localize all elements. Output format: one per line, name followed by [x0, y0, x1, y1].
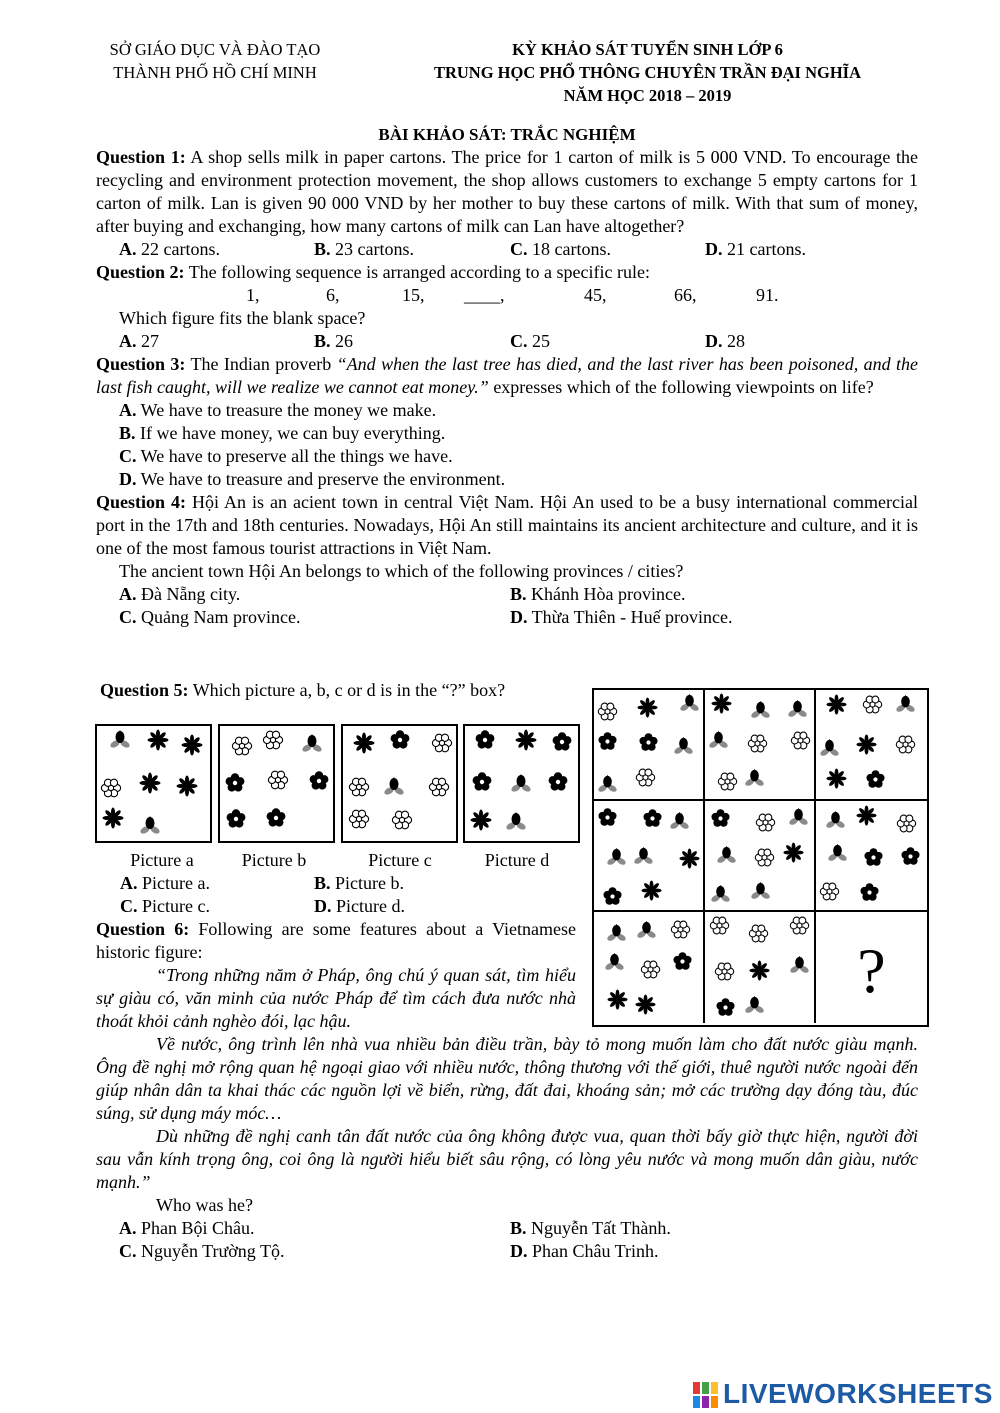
flower-icon [108, 728, 132, 758]
main-content [96, 123, 918, 629]
option-text: We have to preserve all the things we have. [136, 446, 453, 466]
flower-icon [101, 806, 125, 836]
flower-icon [605, 922, 628, 951]
option-letter: C. [120, 896, 138, 916]
option-text: 26 [330, 331, 354, 351]
flower-icon [895, 812, 918, 841]
picture-b-label: Picture b [241, 850, 307, 870]
flower-icon [352, 731, 376, 761]
option-letter: C. [510, 239, 528, 259]
flower-icon [708, 914, 731, 943]
sequence-term: 1, [246, 285, 260, 305]
question-1-label: Question 1: [96, 147, 186, 167]
question-5-option-d[interactable] [314, 895, 405, 918]
option-letter: A. [119, 1218, 137, 1238]
flower-icon [787, 806, 810, 835]
flower-icon [175, 774, 199, 804]
option-letter: D. [705, 239, 723, 259]
option-letter: D. [510, 607, 528, 627]
flower-icon [709, 883, 732, 912]
flower-icon [818, 737, 841, 766]
flower-icon [347, 775, 371, 805]
header-department [70, 38, 360, 84]
header-department-line1: SỞ GIÁO DỤC VÀ ĐÀO TẠO [109, 40, 321, 59]
flower-icon [894, 733, 917, 762]
flower-icon [786, 698, 809, 727]
liveworksheets-brand: LIVEWORKSHEETS [723, 1378, 993, 1409]
flower-icon [678, 847, 701, 876]
option-letter: D. [119, 469, 137, 489]
question-6-option-a[interactable] [119, 1217, 255, 1240]
question-6-text: Following are some features about a Vietnamese historic figure: [96, 919, 576, 962]
flower-icon [715, 844, 738, 873]
flower-icon [300, 732, 324, 762]
option-text: Picture c. [137, 896, 210, 916]
question-5-label: Question 5: [100, 680, 189, 700]
flower-icon [826, 842, 849, 871]
option-text: Picture a. [137, 873, 210, 893]
flower-icon [714, 996, 737, 1025]
flower-icon [601, 885, 624, 914]
flower-icon [605, 846, 628, 875]
option-letter: C. [119, 607, 137, 627]
flower-icon [825, 693, 848, 722]
flower-icon [713, 960, 736, 989]
flower-icon [596, 773, 619, 802]
flower-icon [470, 770, 494, 800]
flower-icon [743, 767, 766, 796]
question-6-prompt: Who was he? [156, 1195, 253, 1215]
question-4-options-row1 [96, 583, 918, 606]
flower-icon [899, 845, 922, 874]
flower-icon [641, 807, 664, 836]
flower-icon [716, 770, 739, 799]
question-1 [96, 146, 918, 238]
flower-icon [640, 879, 663, 908]
flower-icon [606, 988, 629, 1017]
sequence-term: 91. [756, 285, 779, 305]
option-text: Quảng Nam province. [136, 607, 301, 627]
flower-icon [509, 772, 533, 802]
question-4-option-c[interactable] [119, 606, 300, 629]
option-letter: B. [314, 239, 331, 259]
option-text: Phan Bội Châu. [136, 1218, 255, 1238]
question-6-options-row1 [96, 1217, 918, 1240]
flower-icon [138, 771, 162, 801]
flower-icon [596, 700, 619, 729]
option-letter: C. [119, 1241, 137, 1261]
flower-icon [788, 954, 811, 983]
flower-icon [855, 804, 878, 833]
question-2-option-a[interactable] [119, 330, 159, 353]
liveworksheets-logo-icon [693, 1382, 719, 1408]
question-2 [96, 261, 918, 284]
flower-icon [754, 811, 777, 840]
question-mark: ? [857, 935, 886, 1006]
question-3-label: Question 3: [96, 354, 186, 374]
question-2-sequence [96, 284, 918, 307]
question-4-text: Hội An is an acient town in central Việt Nam. Hội An used to be a busy international commercial port in the 17th and 18th centuries. Nowadays, Hội An still maintains its ancient architecture and culture, and it is one of the most famous tourist attractions in Việt Nam. [96, 492, 918, 558]
flower-icon [266, 768, 290, 798]
picture-a-label: Picture a [130, 850, 194, 870]
flower-icon [782, 841, 805, 870]
flower-icon [749, 880, 772, 909]
question-1-option-c[interactable] [510, 238, 611, 261]
flower-icon [824, 809, 847, 838]
grid-cell [816, 801, 927, 912]
picture-d-box[interactable] [463, 724, 580, 843]
flower-icon [180, 733, 204, 763]
question-2-options [96, 330, 918, 353]
flower-icon [746, 732, 769, 761]
question-4-option-a[interactable] [119, 583, 240, 606]
sequence-term: 6, [326, 285, 340, 305]
option-text: 28 [722, 331, 745, 351]
question-6-option-d[interactable] [510, 1240, 659, 1263]
question-4-option-b[interactable] [510, 583, 685, 606]
flower-icon [789, 729, 812, 758]
question-6-para1: “Trong những năm ở Pháp, ông chú ý quan sát, tìm hiểu sự giàu có, văn minh của nước Pháp để tìm cách đưa nước nhà thoát khỏi cảnh nghèo đói, lạc hậu. [96, 965, 576, 1031]
question-2-text: The following sequence is arranged according to a specific rule: [184, 262, 651, 282]
question-6-body [96, 1033, 918, 1263]
option-text: Picture b. [330, 873, 405, 893]
option-text: We have to treasure and preserve the environment. [136, 469, 506, 489]
question-5-text: Which picture a, b, c or d is in the “?” box? [188, 680, 506, 700]
flower-icon [818, 880, 841, 909]
flower-icon [707, 729, 730, 758]
question-5-option-a[interactable] [120, 872, 210, 895]
sequence-term: 15, [402, 285, 425, 305]
option-letter: B. [314, 331, 331, 351]
question-1-option-b[interactable] [314, 238, 414, 261]
option-text: 27 [136, 331, 159, 351]
flower-icon [224, 807, 248, 837]
flower-icon [894, 693, 917, 722]
question-3-option-d[interactable] [119, 468, 918, 491]
grid-cell [594, 912, 705, 1023]
picture-c-box[interactable] [341, 724, 458, 843]
question-5-option-c[interactable] [120, 895, 210, 918]
option-letter: A. [119, 584, 137, 604]
option-text: Đà Nẵng city. [136, 584, 241, 604]
flower-icon [264, 806, 288, 836]
flower-icon [788, 914, 811, 943]
flower-icon [138, 814, 162, 844]
flower-icon [382, 775, 406, 805]
header-department-line2: THÀNH PHỐ HỒ CHÍ MINH [113, 63, 317, 82]
puzzle-grid [592, 688, 929, 1027]
question-6-option-c[interactable] [119, 1240, 284, 1263]
grid-cell [594, 801, 705, 912]
flower-icon [388, 728, 412, 758]
question-3-text-after: expresses which of the following viewpoints on life? [488, 377, 874, 397]
flower-icon [825, 767, 848, 796]
option-letter: C. [119, 446, 137, 466]
sequence-blank[interactable]: ____, [464, 285, 505, 305]
flower-icon [347, 807, 371, 837]
flower-icon [747, 922, 770, 951]
question-1-option-d[interactable] [705, 238, 806, 261]
flower-icon [678, 692, 701, 721]
question-5-option-b[interactable] [314, 872, 404, 895]
flower-icon [504, 810, 528, 840]
question-2-label: Question 2: [96, 262, 185, 282]
question-2-prompt: Which figure fits the blank space? [119, 308, 366, 328]
question-3-option-c[interactable] [119, 445, 918, 468]
flower-icon [858, 881, 881, 910]
question-3-option-b[interactable] [119, 422, 918, 445]
option-text: Khánh Hòa province. [526, 584, 686, 604]
option-text: Thừa Thiên - Huế province. [527, 607, 733, 627]
question-3-text-before: The Indian proverb [185, 354, 337, 374]
question-3-options [96, 399, 918, 491]
question-1-options [96, 238, 918, 261]
flower-icon [637, 731, 660, 760]
flower-icon [596, 730, 619, 759]
flower-icon [99, 776, 123, 806]
option-text: 18 cartons. [527, 239, 611, 259]
flower-icon [671, 950, 694, 979]
flower-icon [430, 731, 454, 761]
flower-icon [230, 734, 254, 764]
flower-icon [546, 770, 570, 800]
option-letter: A. [119, 331, 137, 351]
grid-cell [705, 690, 816, 801]
option-text: 22 cartons. [136, 239, 220, 259]
option-text: If we have money, we can buy everything. [135, 423, 446, 443]
flower-icon [469, 808, 493, 838]
option-text: Picture d. [331, 896, 405, 916]
flower-icon [634, 766, 657, 795]
flower-icon [632, 845, 655, 874]
grid-cell-missing[interactable] [816, 912, 927, 1023]
sequence-term: 45, [584, 285, 607, 305]
grid-cell [705, 801, 816, 912]
option-text: Nguyễn Tất Thành. [526, 1218, 671, 1238]
question-3-option-a[interactable] [119, 399, 918, 422]
flower-icon [710, 692, 733, 721]
flower-icon [427, 775, 451, 805]
picture-d-label: Picture d [484, 850, 550, 870]
question-6-label: Question 6: [96, 919, 190, 939]
flower-icon [749, 699, 772, 728]
flower-icon [146, 728, 170, 758]
flower-icon [862, 846, 885, 875]
question-2-option-b[interactable] [314, 330, 353, 353]
option-letter: B. [510, 1218, 527, 1238]
flower-icon [390, 808, 414, 838]
question-1-text: A shop sells milk in paper cartons. The price for 1 carton of milk is 5 000 VND. To encourage the recycling and environment protection movement, the shop allows customers to exchange 5 empty cartons for 1 carton of milk. Lan is given 90 000 VND by her mother to buy these cartons of milk. With that sum of money, after buying and exchanging, how many cartons of milk can Lan have altogether? [96, 147, 918, 236]
flower-icon [634, 993, 657, 1022]
flower-icon [669, 918, 692, 947]
option-letter: B. [314, 873, 331, 893]
question-2-option-d[interactable] [705, 330, 745, 353]
option-text: We have to treasure the money we make. [136, 400, 437, 420]
header-exam-line1: KỲ KHẢO SÁT TUYỂN SINH LỚP 6 [512, 40, 783, 59]
flower-icon [743, 994, 766, 1023]
header-exam [370, 38, 925, 107]
option-letter: D. [705, 331, 723, 351]
picture-b-box[interactable] [218, 724, 335, 843]
flower-icon [709, 807, 732, 836]
question-4-option-d[interactable] [510, 606, 733, 629]
question-5 [100, 679, 505, 702]
option-letter: B. [119, 423, 136, 443]
flower-icon [855, 733, 878, 762]
header-exam-line3: NĂM HỌC 2018 – 2019 [563, 86, 732, 105]
option-letter: D. [510, 1241, 528, 1261]
option-text: Phan Châu Trinh. [527, 1241, 659, 1261]
flower-icon [636, 696, 659, 725]
question-6-options-row2 [96, 1240, 918, 1263]
flower-icon [261, 728, 285, 758]
flower-icon [514, 728, 538, 758]
option-letter: A. [120, 873, 138, 893]
flower-icon [603, 951, 626, 980]
flower-icon [748, 959, 771, 988]
grid-cell [594, 690, 705, 801]
option-text: Nguyễn Trường Tộ. [136, 1241, 285, 1261]
question-4-options-row2 [96, 606, 918, 629]
question-1-option-a[interactable] [119, 238, 220, 261]
question-3-quote: “And when the last tree has died, and the last river has been poisoned, and the last fish caught, will we realize we cannot eat money.” [96, 354, 919, 397]
flower-icon [861, 693, 884, 722]
question-2-option-c[interactable] [510, 330, 550, 353]
option-letter: B. [510, 584, 527, 604]
flower-icon [639, 958, 662, 987]
question-6-intro [96, 918, 576, 1033]
sequence-term: 66, [674, 285, 697, 305]
flower-icon [223, 771, 247, 801]
option-text: 25 [527, 331, 550, 351]
question-4-label: Question 4: [96, 492, 187, 512]
question-6-para3: Dù những đề nghị canh tân đất nước của ông không được vua, quan thời bấy giờ thực hiện, người đời sau vẫn kính trọng ông, coi ông là người hiểu biết sâu rộng, có lòng yêu nước và mong muốn dân giàu, nước mạnh.” [96, 1126, 918, 1192]
question-4 [96, 491, 918, 560]
picture-c-label: Picture c [368, 850, 432, 870]
option-text: 21 cartons. [722, 239, 806, 259]
question-6-para2: Về nước, ông trình lên nhà vua nhiều bản điều trần, bày tỏ mong muốn làm cho đất nước giàu mạnh. Ông đề nghị mở rộng quan hệ ngoại giao với nhiều nước, thông thương với thế giới, thuê người nước ngoài đến giúp nhân dân ta khai thác các nguồn lợi về biển, rừng, đất đai, khoáng sản; mở các trường dạy đóng tàu, đúc súng, sử dụng máy móc… [96, 1034, 918, 1123]
question-5-options [120, 872, 590, 918]
flower-icon [672, 735, 695, 764]
question-3 [96, 353, 918, 399]
flower-icon [550, 730, 574, 760]
grid-cell [705, 912, 816, 1023]
option-text: 23 cartons. [330, 239, 414, 259]
question-4-prompt: The ancient town Hội An belongs to which of the following provinces / cities? [119, 561, 684, 581]
section-title: BÀI KHẢO SÁT: TRẮC NGHIỆM [378, 125, 636, 144]
flower-icon [668, 810, 691, 839]
option-letter: D. [314, 896, 332, 916]
flower-icon [864, 768, 887, 797]
flower-icon [307, 769, 331, 799]
option-letter: C. [510, 331, 528, 351]
flower-icon [596, 806, 619, 835]
flower-icon [753, 846, 776, 875]
picture-a-box[interactable] [95, 724, 212, 843]
question-6-option-b[interactable] [510, 1217, 671, 1240]
grid-cell [816, 690, 927, 801]
option-letter: A. [119, 239, 137, 259]
option-letter: A. [119, 400, 137, 420]
flower-icon [635, 919, 658, 948]
flower-icon [473, 728, 497, 758]
header-exam-line2: TRUNG HỌC PHỔ THÔNG CHUYÊN TRẦN ĐẠI NGHĨA [433, 63, 862, 82]
